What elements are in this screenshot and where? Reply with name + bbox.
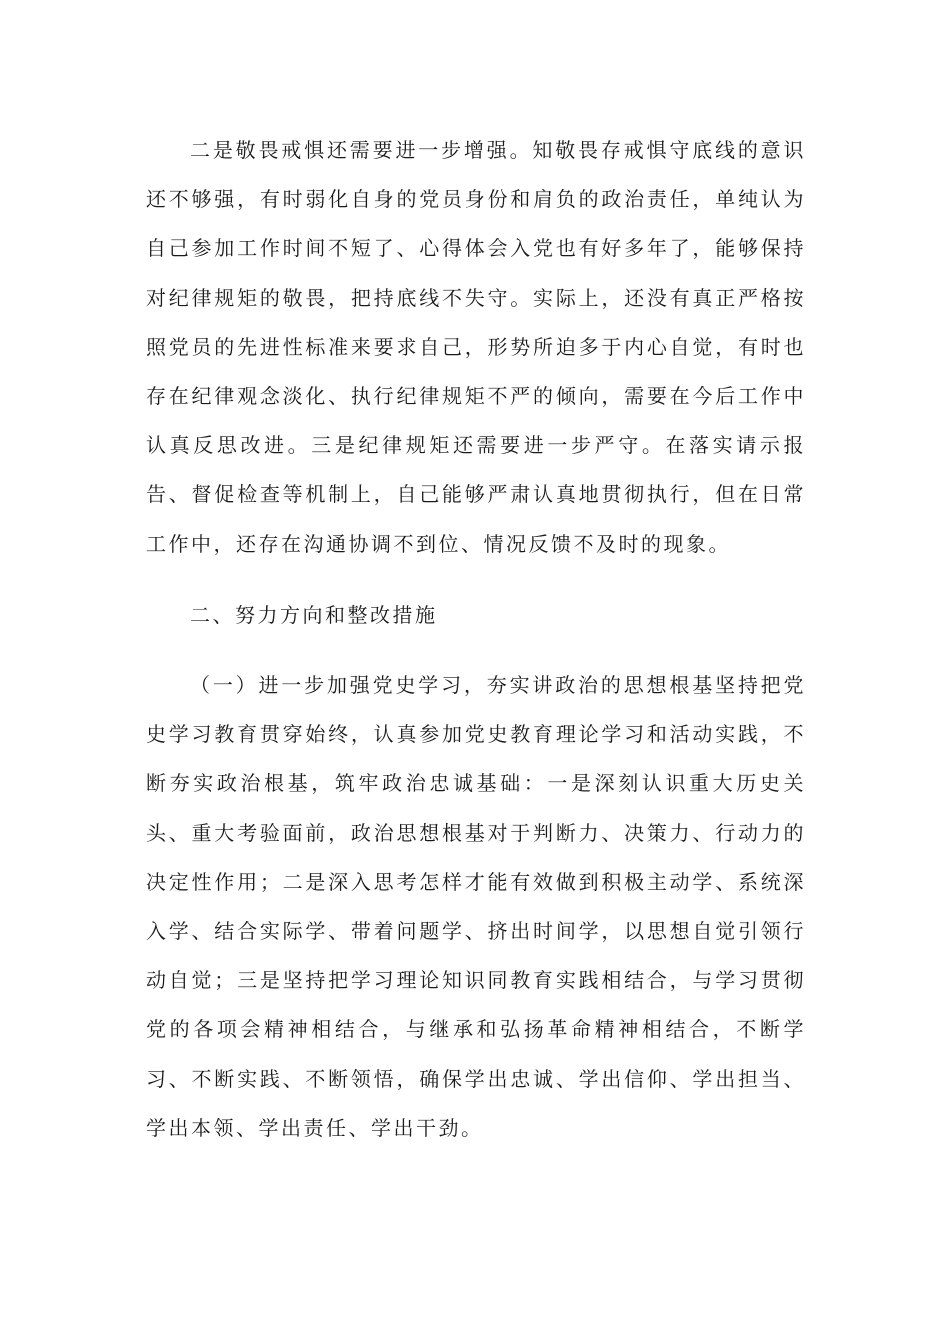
document-body [146,126,806,1153]
section-heading-rectification: 二、努力方向和整改措施 [190,602,438,627]
paragraph-reverence-discipline: 二是敬畏戒惧还需要进一步增强。知敬畏存戒惧守底线的意识还不够强，有时弱化自身的党员身份和肩负的政治责任，单纯认为自己参加工作时间不短了、心得体会入党也有好多年了，能够保持对纪律规矩的敬畏，把持底线不失守。实际上，还没有真正严格按照党员的先进性标准来要求自己，形势所迫多于内心自觉，有时也存在纪律观念淡化、执行纪律规矩不严的倾向，需要在今后工作中认真反思改进。三是纪律规矩还需要进一步严守。在落实请示报告、督促检查等机制上，自己能够严肃认真地贯彻执行，但在日常工作中，还存在沟通协调不到位、情况反馈不及时的现象。 [146,138,806,556]
paragraph-party-history-study: （一）进一步加强党史学习，夯实讲政治的思想根基坚持把党史学习教育贯穿始终，认真参加党史教育理论学习和活动实践，不断夯实政治根基，筑牢政治忠诚基础：一是深刻认识重大历史关头、重大考验面前，政治思想根基对于判断力、决策力、行动力的决定性作用；二是深入思考怎样才能有效做到积极主动学、系统深入学、结合实际学、带着问题学、挤出时间学，以思想自觉引领行动自觉；三是坚持把学习理论知识同教育实践相结合，与学习贯彻党的各项会精神相结合，与继承和弘扬革命精神相结合，不断学习、不断实践、不断领悟，确保学出忠诚、学出信仰、学出担当、学出本领、学出责任、学出干劲。 [146,673,806,1140]
